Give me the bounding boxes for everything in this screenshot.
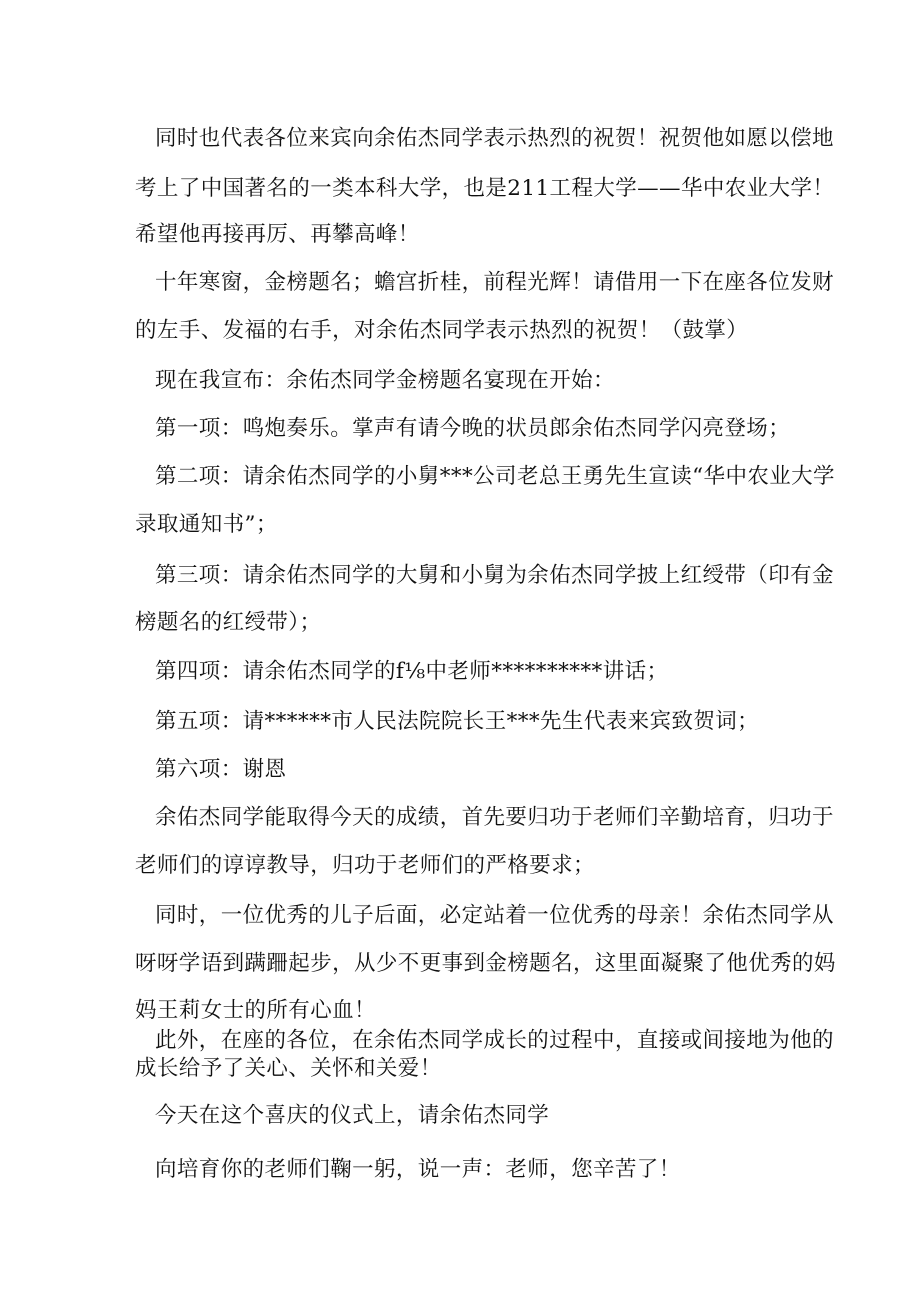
paragraph-line: 榜题名的红绶带）； [135,610,322,635]
paragraph-line: 今天在这个喜庆的仪式上，请余佑杰同学 [155,1103,550,1128]
paragraph-line: 的左手、发福的右手，对余佑杰同学表示热烈的祝贺！（鼓掌） [135,318,749,343]
paragraph-line: 第六项：谢恩 [155,757,287,782]
paragraph-line: 考上了中国著名的一类本科大学，也是211工程大学——华中农业大学！ [135,176,835,201]
paragraph-line: 老师们的谆谆教导，归功于老师们的严格要求； [135,853,595,878]
paragraph-line: 第一项：鸣炮奏乐。掌声有请今晚的状员郎余佑杰同学闪亮登场； [155,416,791,441]
paragraph-line: 第五项：请******市人民法院院长王***先生代表来宾致贺词； [155,709,760,734]
paragraph-line: 呀呀学语到蹒跚起步，从少不更事到金榜题名，这里面凝聚了他优秀的妈 [135,951,836,976]
paragraph-line: 此外，在座的各位，在余佑杰同学成长的过程中，直接或间接地为他的 [155,1028,834,1053]
paragraph-line: 现在我宣布：余佑杰同学金榜题名宴现在开始： [155,368,615,393]
paragraph-line: 十年寒窗，金榜题名；蟾宫折桂，前程光辉！请借用一下在座各位发财 [155,270,834,295]
paragraph-line: 希望他再接再厉、再攀高峰！ [135,222,420,247]
paragraph-line: 第三项：请余佑杰同学的大舅和小舅为余佑杰同学披上红绶带（印有金 [155,563,834,588]
paragraph-line: 第四项：请余佑杰同学的f⅛中老师**********讲话； [155,659,669,684]
paragraph-line: 成长给予了关心、关怀和关爱！ [135,1056,442,1081]
paragraph-line: 妈王莉女士的所有心血！ [135,998,376,1023]
paragraph-line: 同时，一位优秀的儿子后面，必定站着一位优秀的母亲！余佑杰同学从 [155,903,834,928]
paragraph-line: 余佑杰同学能取得今天的成绩，首先要归功于老师们辛勤培育，归功于 [155,805,834,830]
paragraph-line: 录取通知书”； [135,512,278,537]
paragraph-line: 向培育你的老师们鞠一躬，说一声：老师，您辛苦了！ [155,1157,681,1182]
paragraph-line: 同时也代表各位来宾向余佑杰同学表示热烈的祝贺！祝贺他如愿以偿地 [155,126,834,151]
paragraph-line: 第二项：请余佑杰同学的小舅***公司老总王勇先生宣读“华中农业大学 [155,464,835,489]
